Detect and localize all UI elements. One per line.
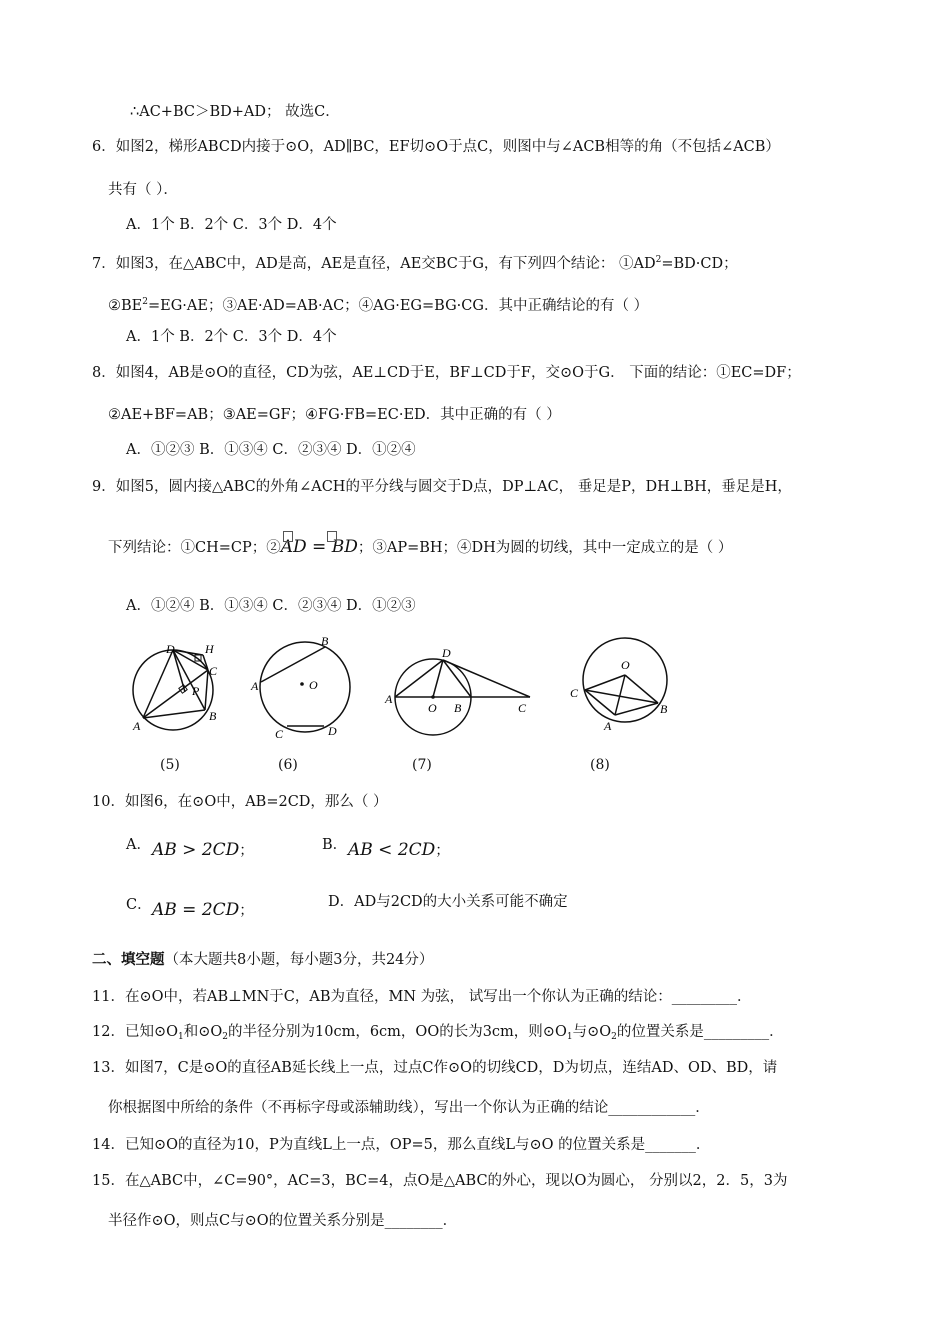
question-15-text: 15．在△ABC中，∠C=90°，AC=3，BC=4，点O是△ABC的外心，现以O为圆心， 分别以2，2．5，3为 (92, 1173, 788, 1189)
option-letter: A． (126, 837, 151, 853)
question-15-text-cont: 半径作⊙O，则点C与⊙O的位置关系分别是________． (108, 1213, 458, 1229)
math-text: AB < 2CD (348, 840, 436, 860)
answer-line: ∴AC+BC＞BD+AD； 故选C． (130, 104, 340, 120)
figure-7 (384, 646, 530, 735)
label-D: D (442, 646, 451, 660)
q7-part3: ②BE (108, 298, 143, 314)
arc-mark (327, 531, 337, 542)
question-9-text-cont (108, 537, 732, 558)
label-A: A (385, 692, 393, 706)
math-text: AB > 2CD (152, 840, 240, 860)
label-D: D (328, 724, 337, 738)
label-B: B (321, 634, 329, 648)
option-B-math: AB < 2CD； (348, 840, 450, 860)
question-9-text: 9．如图5，圆内接△ABC的外角∠ACH的平分线与圆交于D点，DP⊥AC， 垂足是P，DH⊥BH，垂足是H， (92, 479, 792, 495)
q12-part4: 与⊙O (572, 1024, 612, 1040)
q7-part4: =EG·AE；③AE·AD=AB·AC；④AG·EG=BG·CG．其中正确结论的有（ ） (147, 298, 649, 314)
label-B: B (660, 702, 668, 716)
question-8-options: A．①②③ B．①③④ C．②③④ D．①②④ (126, 442, 416, 458)
q12-part1: 12．已知⊙O (92, 1024, 178, 1040)
math-text: AB = 2CD (152, 900, 240, 920)
figures-row (125, 634, 668, 745)
question-13-text: 13．如图7，C是⊙O的直径AB延长线上一点，过点C作⊙O的切线CD，D为切点，连结AD、OD、BD，请 (92, 1060, 778, 1076)
question-12-text (92, 1022, 784, 1047)
label-O: O (428, 701, 437, 715)
question-10-text: 10．如图6，在⊙O中，AB=2CD，那么（ ） (92, 794, 388, 810)
section-note: （本大题共8小题，每小题3分，共24分） (164, 952, 434, 968)
question-6-options: A．1个 B．2个 C．3个 D．4个 (126, 217, 337, 233)
superscript: 2 (142, 297, 148, 307)
option-letter: C． (126, 897, 152, 913)
label-D: D (166, 642, 175, 656)
q12-part2: 和⊙O (183, 1024, 223, 1040)
q7-part2: =BD·CD； (661, 256, 738, 272)
label-O: O (309, 678, 318, 692)
arc-equation-text: AD = BD (280, 537, 358, 557)
subscript: 2 (222, 1032, 229, 1042)
question-6-text-cont: 共有（ ）． (108, 182, 178, 198)
figure-8-caption: (8) (590, 757, 610, 773)
question-7-options: A．1个 B．2个 C．3个 D．4个 (126, 329, 337, 345)
subscript: 1 (566, 1032, 573, 1042)
question-14-text: 14．已知⊙O的直径为10，P为直线L上一点，OP=5，那么直线L与⊙O 的位置关系是_______． (92, 1137, 711, 1153)
label-C: C (570, 686, 579, 700)
figure-8 (570, 638, 668, 733)
label-C: C (209, 664, 218, 678)
label-A: A (604, 719, 612, 733)
q7-part1: 7．如图3，在△ABC中，AD是高，AE是直径，AE交BC于G，有下列四个结论： ①AD (92, 256, 656, 272)
superscript: 2 (655, 255, 662, 265)
figure-6 (250, 634, 350, 741)
question-11-text: 11．在⊙O中，若AB⊥MN于C，AB为直径，MN 为弦， 试写出一个你认为正确的结论：_________． (92, 989, 752, 1005)
arc-equation (281, 537, 358, 557)
arc-mark (283, 531, 293, 542)
label-A: A (133, 719, 141, 733)
q9-part2: ；③AP=BH；④DH为圆的切线，其中一定成立的是（ ） (357, 540, 733, 556)
question-6-text: 6．如图2，梯形ABCD内接于⊙O，AD∥BC，EF切⊙O于点C，则图中与∠ACB相等的角（不包括∠ACB） (92, 139, 780, 155)
figure-5 (132, 642, 218, 733)
question-10-option-C (126, 895, 152, 915)
figure-5-caption: (5) (160, 757, 180, 773)
q9-part1: 下列结论：①CH=CP；② (108, 540, 281, 556)
option-letter: B． (322, 837, 348, 853)
question-7-text-cont (108, 292, 648, 316)
question-8-text: 8．如图4，AB是⊙O的直径，CD为弦，AE⊥CD于E，BF⊥CD于F，交⊙O于G． 下面的结论：①EC=DF； (92, 365, 801, 381)
option-A-math: AB > 2CD； (152, 840, 254, 860)
question-10-option-A (126, 835, 151, 855)
subscript: 1 (178, 1032, 184, 1042)
question-10-option-D: D．AD与2CD的大小关系可能不确定 (328, 894, 568, 910)
question-13-text-cont: 你根据图中所给的条件（不再标字母或添辅助线），写出一个你认为正确的结论____________． (108, 1100, 710, 1116)
option-C-math: AB = 2CD； (152, 900, 254, 920)
q12-part3: 的半径分别为10cm，6cm，OO的长为3cm，则⊙O (228, 1024, 567, 1040)
label-B: B (209, 709, 217, 723)
question-7-text (92, 250, 738, 274)
section-2-heading (92, 950, 433, 970)
question-10-option-B (322, 835, 347, 855)
label-A: A (251, 679, 259, 693)
label-B: B (454, 701, 462, 715)
subscript: 2 (611, 1032, 617, 1042)
label-C: C (518, 701, 527, 715)
figure-7-caption: (7) (412, 757, 432, 773)
label-C: C (275, 727, 284, 741)
label-H: H (205, 642, 214, 656)
label-O: O (621, 658, 630, 672)
section-title: 二、填空题 (92, 951, 165, 968)
figure-6-caption: (6) (278, 757, 298, 773)
question-9-options: A．①②④ B．①③④ C．②③④ D．①②③ (126, 598, 416, 614)
label-P: P (192, 684, 200, 698)
question-8-text-cont: ②AE+BF=AB；③AE=GF；④FG·FB=EC·ED．其中正确的有（ ） (108, 407, 561, 423)
q12-part5: 的位置关系是_________． (616, 1024, 784, 1040)
